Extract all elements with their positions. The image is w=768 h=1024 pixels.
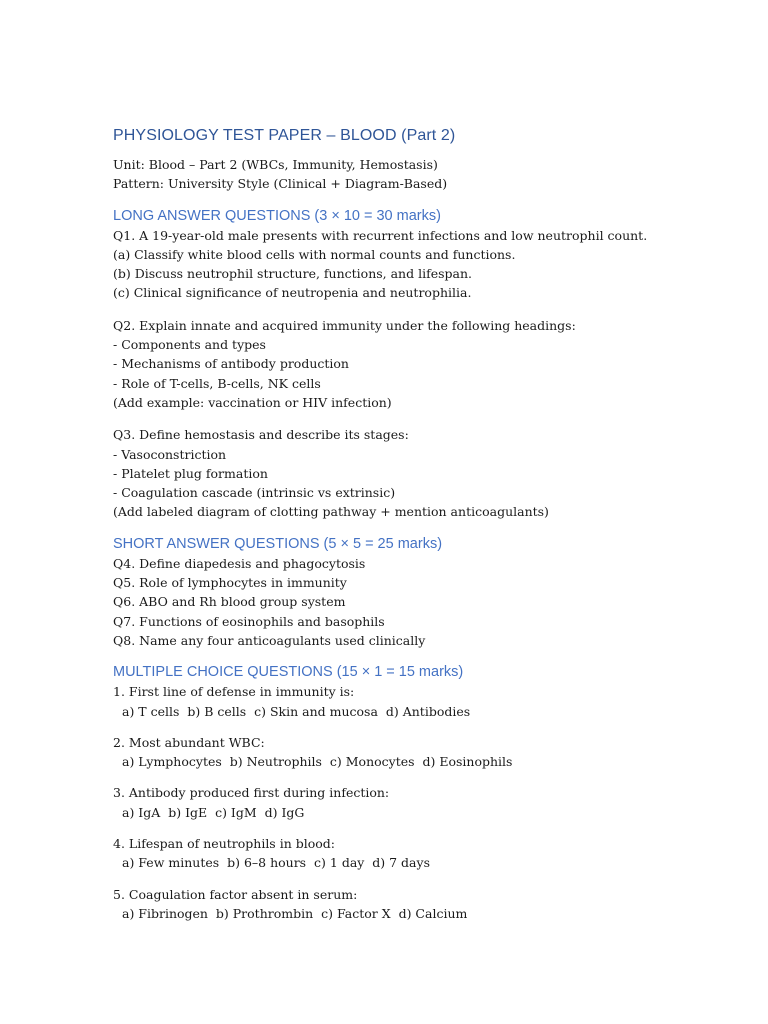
long-answer-heading: LONG ANSWER QUESTIONS (3 × 10 = 30 marks) [113,207,441,224]
question-line: Q3. Define hemostasis and describe its stages: [113,427,409,443]
question-line: (Add example: vaccination or HIV infection) [113,394,392,410]
short-answer-heading: SHORT ANSWER QUESTIONS (5 × 5 = 25 marks) [113,535,443,552]
question-line: (a) Classify white blood cells with normal counts and functions. [113,246,516,262]
mcq-item-1 [113,682,728,721]
question-line: - Coagulation cascade (intrinsic vs extrinsic) [113,485,396,501]
mcq-question: 5. Coagulation factor absent in serum: [113,886,358,902]
mcq-options: a) Fibrinogen b) Prothrombin c) Factor X d) Calcium [122,905,468,921]
question-q2 [113,316,728,412]
mcq-item-4 [113,834,728,873]
question-line: (Add labeled diagram of clotting pathway + mention anticoagulants) [113,504,549,520]
mcq-question: 4. Lifespan of neutrophils in blood: [113,836,335,852]
question-line: - Components and types [113,337,266,353]
question-q3 [113,425,728,521]
list-item: Q5. Role of lymphocytes in immunity [113,575,347,591]
mcq-question: 2. Most abundant WBC: [113,734,265,750]
question-line: - Role of T-cells, B-cells, NK cells [113,375,321,391]
mcq-item-5 [113,885,728,924]
question-line: (c) Clinical significance of neutropenia and neutrophilia. [113,285,472,301]
list-item: Q6. ABO and Rh blood group system [113,594,346,610]
mcq-options: a) T cells b) B cells c) Skin and mucosa d) Antibodies [122,703,471,719]
question-line: - Platelet plug formation [113,465,268,481]
mcq-question: 1. First line of defense in immunity is: [113,684,355,700]
list-item: Q7. Functions of eosinophils and basophils [113,613,385,629]
question-q1 [113,226,728,303]
question-line: (b) Discuss neutrophil structure, functions, and lifespan. [113,266,472,282]
question-line: - Vasoconstriction [113,446,227,462]
mcq-options: a) IgA b) IgE c) IgM d) IgG [122,804,305,820]
list-item: Q4. Define diapedesis and phagocytosis [113,555,366,571]
mcq-question: 3. Antibody produced first during infection: [113,785,390,801]
list-item: Q8. Name any four anticoagulants used clinically [113,632,426,648]
mcq-options: a) Few minutes b) 6–8 hours c) 1 day d) 7 days [122,855,430,871]
short-answer-list [113,554,728,650]
mcq-item-2 [113,733,728,772]
unit-line: Unit: Blood – Part 2 (WBCs, Immunity, Hemostasis) [113,157,438,172]
question-line: - Mechanisms of antibody production [113,356,349,372]
mcq-options: a) Lymphocytes b) Neutrophils c) Monocytes d) Eosinophils [122,754,513,770]
question-line: Q2. Explain innate and acquired immunity under the following headings: [113,317,576,333]
mcq-heading: MULTIPLE CHOICE QUESTIONS (15 × 1 = 15 marks) [113,664,464,681]
question-line: Q1. A 19-year-old male presents with recurrent infections and low neutrophil count. [113,227,648,243]
mcq-item-3 [113,783,728,822]
page-title: PHYSIOLOGY TEST PAPER – BLOOD (Part 2) [113,127,456,144]
pattern-line: Pattern: University Style (Clinical + Diagram-Based) [113,176,448,192]
